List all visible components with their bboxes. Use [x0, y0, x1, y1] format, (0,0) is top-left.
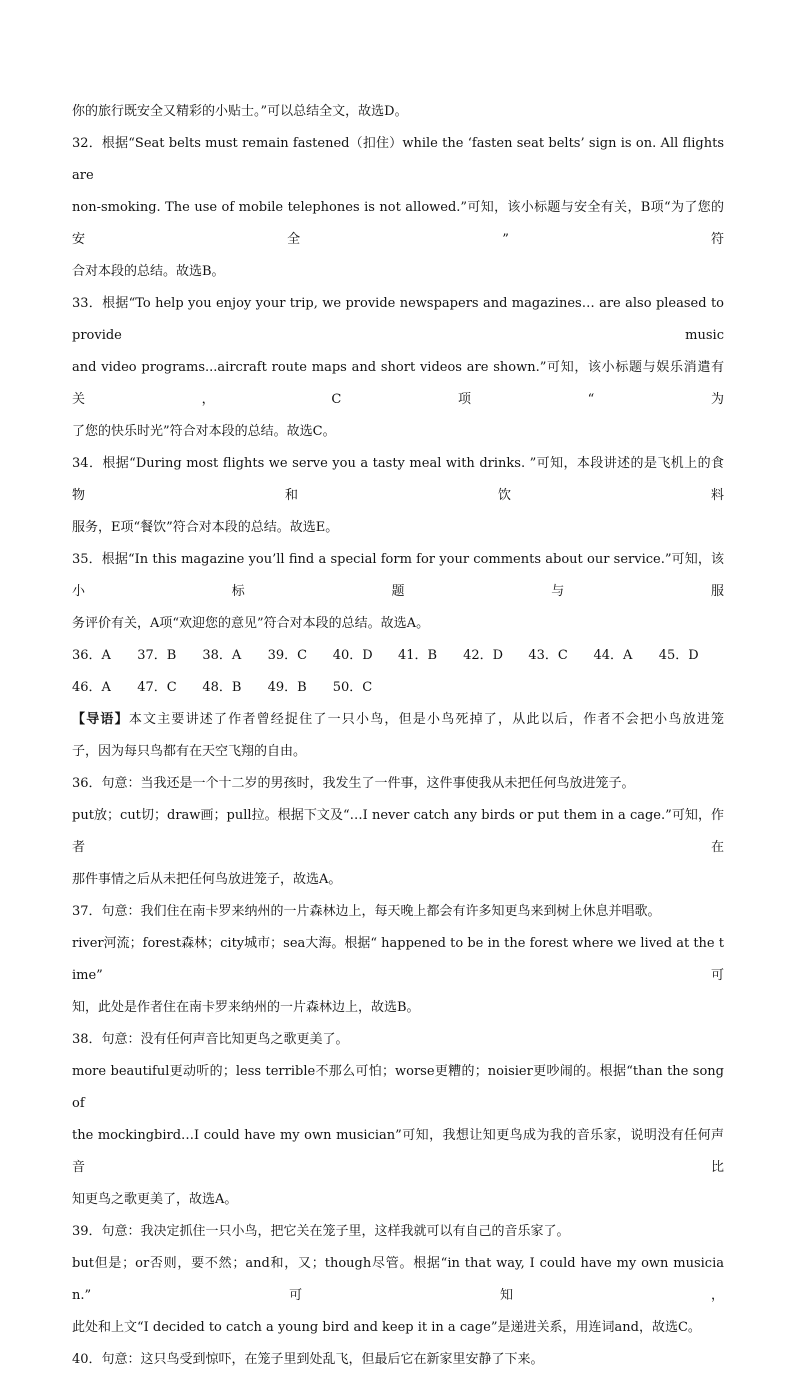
answer-49: 49．B	[267, 680, 307, 695]
answer-36: 36．A	[72, 648, 111, 663]
explanation-35	[72, 544, 724, 640]
answer-44: 44．A	[593, 648, 633, 663]
daodu-tag: 【导语】	[72, 712, 129, 727]
text-line: 39．句意：我决定抓住一只小鸟，把它关在笼子里，这样我就可以有自己的音乐家了。	[72, 1224, 570, 1239]
answer-40: 40．D	[332, 648, 373, 663]
text-line: 38．句意：没有任何声音比知更鸟之歌更美了。	[72, 1032, 349, 1047]
text-line: 36．句意：当我还是一个十二岁的男孩时，我发生了一件事，这件事使我从未把任何鸟放进笼子。	[72, 776, 635, 791]
answer-38: 38．A	[202, 648, 242, 663]
daodu-section	[72, 704, 724, 768]
text-line: 了您的快乐时光”符合对本段的总结。故选C。	[72, 424, 336, 439]
answer-key-row-1	[72, 640, 724, 672]
explanation-34	[72, 448, 724, 544]
text-line: put放；cut切；draw画；pull拉。根据下文及“…I never catch any birds or put them in a cage.”可知，作者在	[72, 808, 724, 855]
paragraph-intro-end	[72, 96, 724, 128]
answer-45: 45．D	[658, 648, 699, 663]
explanation-37	[72, 896, 724, 1024]
text-line: more beautiful更动听的；less terrible不那么可怕；worse更糟的；noisier更吵闹的。根据“than the song of	[72, 1064, 724, 1111]
explanation-40	[72, 1344, 724, 1376]
text-line: the mockingbird…I could have my own musician”可知，我想让知更鸟成为我的音乐家，说明没有任何声音比	[72, 1128, 724, 1175]
text-line: 32．根据“Seat belts must remain fastened（扣住）while the ‘fasten seat belts’ sign is on. All flights are	[72, 136, 724, 183]
text-line: 35．根据“In this magazine you’ll find a special form for your comments about our service.”可知，该小标题与服	[72, 552, 724, 599]
text-line: 那件事情之后从未把任何鸟放进笼子，故选A。	[72, 872, 342, 887]
text-line: 你的旅行既安全又精彩的小贴士。”可以总结全文，故选D。	[72, 104, 408, 119]
explanation-36	[72, 768, 724, 896]
explanation-39	[72, 1216, 724, 1344]
answer-43: 43．C	[528, 648, 568, 663]
text-line: river河流；forest森林；city城市；sea大海。根据“ happened to be in the forest where we lived at the time”可	[72, 936, 724, 983]
daodu-text: 本文主要讲述了作者曾经捉住了一只小鸟，但是小鸟死掉了，从此以后，作者不会把小鸟放进笼	[128, 712, 724, 727]
text-line: 子，因为每只鸟都有在天空飞翔的自由。	[72, 744, 307, 759]
answer-47: 47．C	[137, 680, 177, 695]
text-line: non-smoking. The use of mobile telephones is not allowed.”可知，该小标题与安全有关，B项“为了您的安全”符	[72, 200, 724, 247]
text-line: 服务，E项“餐饮”符合对本段的总结。故选E。	[72, 520, 339, 535]
text-line: 此处和上文“I decided to catch a young bird and keep it in a cage”是递进关系，用连词and，故选C。	[72, 1320, 701, 1335]
answer-41: 41．B	[397, 648, 438, 663]
explanation-32	[72, 128, 724, 288]
explanation-33	[72, 288, 724, 448]
text-line: 知，此处是作者住在南卡罗来纳州的一片森林边上，故选B。	[72, 1000, 420, 1015]
text-line: 合对本段的总结。故选B。	[72, 264, 225, 279]
text-line: 40．句意：这只鸟受到惊吓，在笼子里到处乱飞，但最后它在新家里安静了下来。	[72, 1352, 544, 1367]
explanation-38	[72, 1024, 724, 1216]
text-line: 37．句意：我们住在南卡罗来纳州的一片森林边上，每天晚上都会有许多知更鸟来到树上休息并唱歌。	[72, 904, 661, 919]
answer-37: 37．B	[137, 648, 177, 663]
text-line: and video programs...aircraft route maps and short videos are shown.”可知，该小标题与娱乐消遣有关，C项“为	[72, 360, 724, 407]
answer-42: 42．D	[463, 648, 504, 663]
answer-50: 50．C	[332, 680, 373, 695]
text-line: 34．根据“During most flights we serve you a tasty meal with drinks. ”可知，本段讲述的是飞机上的食物和饮料	[72, 456, 724, 503]
answer-39: 39．C	[267, 648, 308, 663]
text-line: 务评价有关，A项“欢迎您的意见”符合对本段的总结。故选A。	[72, 616, 430, 631]
answer-46: 46．A	[72, 680, 111, 695]
answer-48: 48．B	[202, 680, 242, 695]
text-line: but但是；or否则，要不然；and和，又；though尽管。根据“in that way, I could have my own musician.”可知，	[72, 1256, 724, 1303]
text-line	[72, 704, 724, 736]
text-line: 知更鸟之歌更美了，故选A。	[72, 1192, 238, 1207]
text-line: 33．根据“To help you enjoy your trip, we provide newspapers and magazines… are also pleased to provide music	[72, 296, 724, 343]
answer-key-row-2	[72, 672, 724, 704]
document-page	[72, 96, 724, 1376]
